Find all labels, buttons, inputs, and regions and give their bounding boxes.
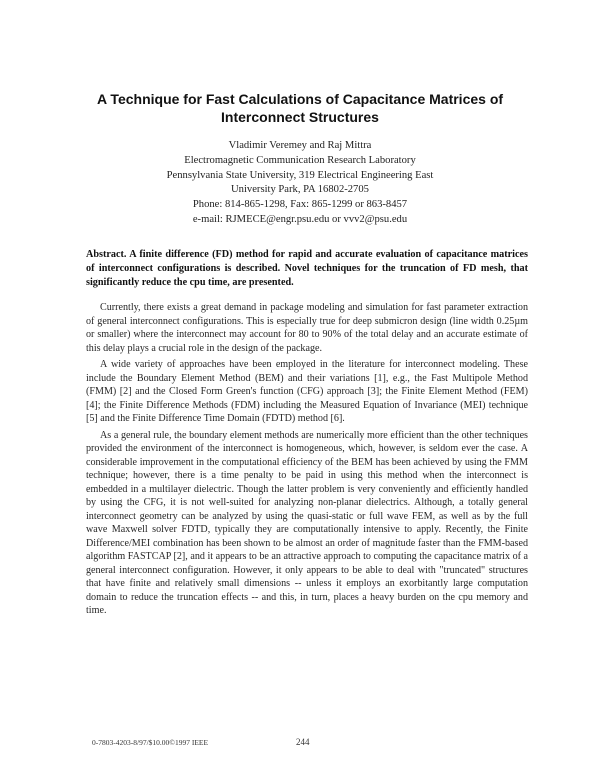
title-line-2: Interconnect Structures xyxy=(221,109,379,125)
author-block xyxy=(100,139,500,228)
paper-title xyxy=(60,90,540,126)
body-text xyxy=(86,301,528,621)
affiliation-line: Electromagnetic Communication Research Laboratory xyxy=(184,154,416,166)
author-names: Vladimir Veremey and Raj Mittra xyxy=(228,140,372,151)
paragraph: A wide variety of approaches have been employed in the literature for interconnect modeling. These include the Boundary Element Method (BEM) and their variations [1], e.g., the Fast Multipole Method (FMM) [2] and the Closed Form Green's function (CFG) approach [3]; the Finite Element Method (FEM) [4]; the Finite Difference Methods (FDM) including the Measured Equation of Invariance (MEI) technique [5] and the Finite Difference Time Domain (FDTD) method [6]. xyxy=(86,359,528,424)
affiliation-line: Pennsylvania State University, 319 Electrical Engineering East xyxy=(166,169,434,181)
paragraph: As a general rule, the boundary element methods are numerically more efficient than the other techniques provided the environment of the interconnect is homogeneous, which, however, is seldom ever the case. A considerable improvement in the computational efficiency of the BEM has been achieved by using the FMM technique; however, there is a time penalty to be paid in using this method when the interconnect is embedded in a multilayer dielectric. Though the latter problem is very conveniently and efficiently handled by using the CFG, it is not well-suited for analyzing non-planar dielectrics. Although, a totally general interconnect geometry can be analyzed by using the quasi-static or full wave FEM, as well as by the full wave Maxwell solver FDTD, typically they are computationally intensive to apply. Recently, the Finite Difference/MEI combination has been shown to be almost an order of magnitude faster than the FMM-based algorithm FASTCAP [2], and it appears to be an attractive approach to computing the capacitance matrix of a general interconnect configuration. However, it only appears to be able to deal with "truncated" structures that have finite and relatively small dimensions -- unless it employs an exorbitantly large computation domain to reduce the truncation effects -- and this, in turn, places a heavy burden on the cpu memory and time. xyxy=(86,429,528,616)
copyright-footer: 0-7803-4203-8/97/$10.00©1997 IEEE xyxy=(92,738,209,747)
title-line-1: A Technique for Fast Calculations of Capacitance Matrices of xyxy=(96,91,504,107)
affiliation-line: University Park, PA 16802-2705 xyxy=(231,184,369,196)
page-number: 244 xyxy=(296,737,310,747)
paragraph: Currently, there exists a great demand in package modeling and simulation for fast parameter extraction of general interconnect configurations. This is especially true for deep submicron design (line width 0.25µm or smaller) where the interconnect may account for 80 to 90% of the total delay and an accurate estimate of this delay plays a crucial role in the design of the package. xyxy=(86,302,528,354)
abstract: Abstract. A finite difference (FD) method for rapid and accurate evaluation of capacitance matrices of interconnect configurations is described. Novel techniques for the truncation of FD mesh, that significantly reduce the cpu time, are presented. xyxy=(86,249,528,288)
contact-phone: Phone: 814-865-1298, Fax: 865-1299 or 863-8457 xyxy=(192,199,408,211)
contact-email: e-mail: RJMECE@engr.psu.edu or vvv2@psu.edu xyxy=(192,213,408,225)
